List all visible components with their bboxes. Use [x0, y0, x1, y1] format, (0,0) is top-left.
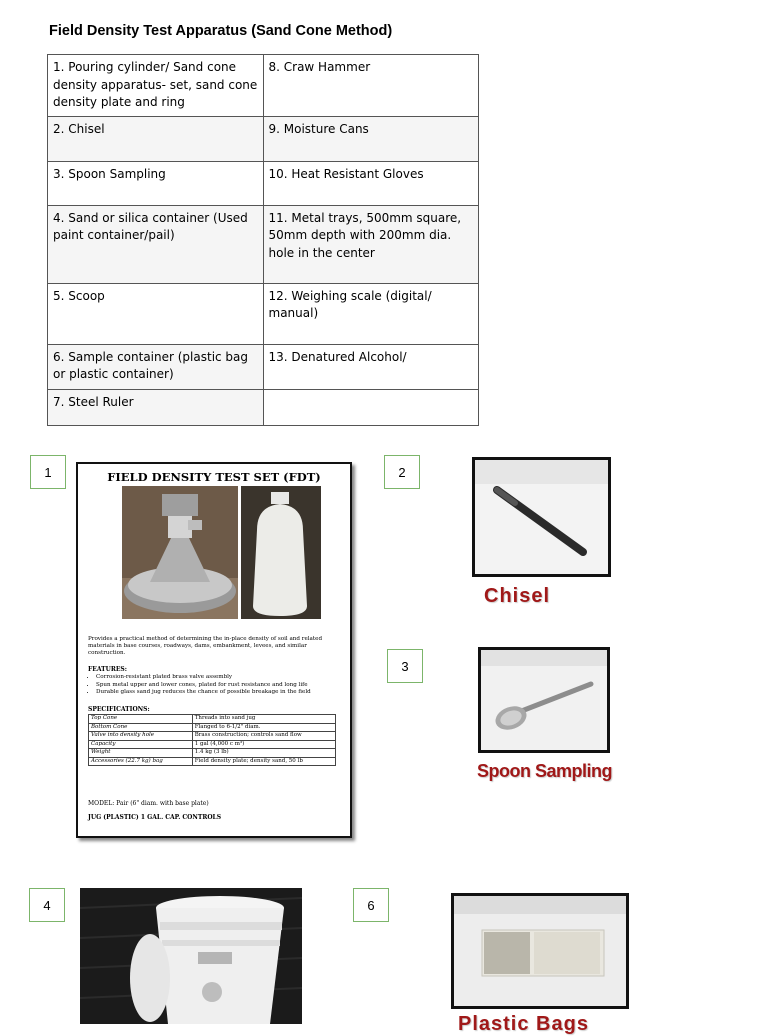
plastic-bags-image [454, 896, 626, 1006]
spec-value: Field density plate; density sand, 50 lb [192, 757, 335, 766]
spec-key: Bottom Cone [89, 723, 193, 732]
table-cell: 10. Heat Resistant Gloves [263, 161, 479, 205]
spoon-image-frame [478, 647, 610, 753]
table-cell: 9. Moisture Cans [263, 116, 479, 161]
fdt-spec-sheet [76, 462, 352, 838]
fdt-spec-title: SPECIFICATIONS: [88, 706, 150, 713]
list-item: • Corrosion-resistant plated brass valve assembly [96, 674, 352, 682]
paint-bucket-image [80, 888, 302, 1024]
chisel-caption: Chisel [484, 585, 551, 607]
spec-key: Top Cone [89, 715, 193, 724]
list-item: • Durable glass sand jug reduces the chance of possible breakage in the field [96, 689, 352, 697]
item-number-label: 2 [384, 455, 420, 489]
table-cell: 4. Sand or silica container (Used paint container/pail) [48, 205, 264, 283]
item-number-label: 1 [30, 455, 66, 489]
spec-key: Accessories (22.7 kg) bag [89, 757, 193, 766]
table-row [89, 740, 336, 749]
table-cell: 7. Steel Ruler [48, 389, 264, 425]
table-cell: 12. Weighing scale (digital/ manual) [263, 283, 479, 344]
table-cell: 1. Pouring cylinder/ Sand cone density apparatus- set, sand cone density plate and ring [48, 55, 264, 117]
apparatus-table [47, 54, 479, 426]
table-cell: 13. Denatured Alcohol/ [263, 344, 479, 389]
fdt-features-title: FEATURES: [88, 666, 127, 673]
table-row [89, 732, 336, 741]
spec-key: Capacity [89, 740, 193, 749]
spec-value: Flanged to 6-1/2" diam. [192, 723, 335, 732]
table-cell: 2. Chisel [48, 116, 264, 161]
fdt-jug: JUG (PLASTIC) 1 GAL. CAP. CONTROLS [88, 814, 222, 821]
table-row [89, 749, 336, 758]
fdt-description: Provides a practical method of determining the in-place density of soil and related materials in base courses, roadways, dams, embankment, levees, and similar construction. [88, 636, 323, 656]
plastic-bags-image-frame [451, 893, 629, 1009]
fdt-features-list [88, 674, 352, 697]
fdt-model: MODEL: Pair (6" diam. with base plate) [88, 800, 209, 807]
spec-value: 1.4 kg (3 lb) [192, 749, 335, 758]
fdt-sheet-title: FIELD DENSITY TEST SET (FDT) [107, 470, 321, 484]
table-cell: 6. Sample container (plastic bag or plastic container) [48, 344, 264, 389]
item-number-label: 3 [387, 649, 423, 683]
chisel-image-frame [472, 457, 611, 577]
table-row [89, 723, 336, 732]
spec-value: 1 gal (4,000 c m³) [192, 740, 335, 749]
table-row [89, 715, 336, 724]
table-cell: 8. Craw Hammer [263, 55, 479, 117]
item-number-label: 4 [29, 888, 65, 922]
plastic-jug-image [241, 486, 321, 619]
spoon-image [481, 650, 607, 750]
table-cell: 5. Scoop [48, 283, 264, 344]
table-row [89, 757, 336, 766]
spec-value: Threads into sand jug [192, 715, 335, 724]
spoon-caption: Spoon Sampling [477, 761, 612, 781]
plastic-bags-caption: Plastic Bags [458, 1013, 589, 1035]
spec-key: Weight [89, 749, 193, 758]
document-title: Field Density Test Apparatus (Sand Cone Method) [49, 23, 393, 39]
item-number-label: 6 [353, 888, 389, 922]
spec-key: Valve into density hole [89, 732, 193, 741]
table-cell: 11. Metal trays, 500mm square, 50mm depth with 200mm dia. hole in the center [263, 205, 479, 283]
sand-cone-apparatus-image [122, 486, 238, 619]
spec-value: Brass construction; controls sand flow [192, 732, 335, 741]
fdt-spec-table [88, 714, 336, 766]
table-cell [263, 389, 479, 425]
list-item: • Spun metal upper and lower cones, plated for rust resistance and long life [96, 682, 352, 690]
table-cell: 3. Spoon Sampling [48, 161, 264, 205]
chisel-image [475, 460, 608, 574]
